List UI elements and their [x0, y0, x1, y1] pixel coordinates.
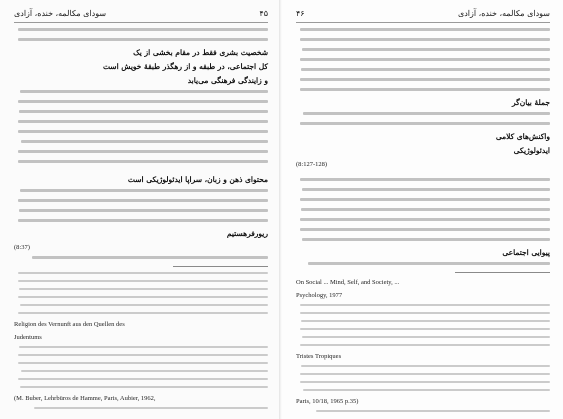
footnote-line: [18, 312, 268, 314]
footnote-rule: [173, 266, 268, 267]
body-line: [300, 228, 550, 231]
body-line: [18, 160, 268, 163]
body-line: [302, 238, 550, 241]
bold-phrase: کل اجتماعی، در طبقه و از رهگذر طبقهٔ خویش است: [102, 62, 268, 71]
body-line: [300, 88, 550, 91]
footnote-line: [18, 378, 268, 380]
body-line: [300, 122, 550, 125]
body-line: [32, 256, 268, 259]
footnote-latin: Tristes Tropiques: [296, 353, 342, 360]
footnote-latin: Psychology, 1977: [296, 292, 343, 299]
footnote-line: [19, 346, 268, 348]
body-line: [21, 140, 268, 143]
body-line: [308, 262, 550, 265]
footnote-latin: Religion des Vernunft aus den Quellen des: [14, 321, 125, 328]
body-line: [302, 188, 550, 191]
body-line: [18, 120, 268, 123]
right-page-body: [296, 28, 550, 418]
citation: (8:37): [14, 244, 30, 251]
footnote-line: [18, 362, 268, 364]
footnote-line: [300, 373, 550, 375]
right-page-header: [296, 6, 550, 23]
footnote-line: [19, 288, 268, 290]
body-line: [300, 28, 550, 31]
bold-phrase: ریورفرهستیم: [226, 229, 268, 238]
bold-phrase: ایدئولوژیکی: [513, 146, 550, 155]
footnote-line: [34, 407, 268, 409]
footnote-line: [20, 386, 268, 388]
body-line: [300, 218, 550, 221]
left-page-body: [14, 28, 268, 415]
body-line: [18, 38, 268, 41]
body-line: [19, 209, 268, 212]
body-line: [19, 110, 268, 113]
body-line: [18, 199, 268, 202]
body-line: [302, 48, 550, 51]
bold-phrase: واکنش‌های کلامی: [495, 132, 550, 141]
footnote-line: [300, 328, 550, 330]
footnote-line: [300, 304, 550, 306]
body-line: [300, 78, 550, 81]
right-running-head: سودای مکالمه، خنده، آزادی: [457, 9, 550, 18]
footnote-line: [20, 304, 268, 306]
bold-phrase: پیوایی اجتماعی: [502, 248, 550, 257]
footnote-line: [21, 370, 268, 372]
body-line: [18, 150, 268, 153]
body-line: [301, 208, 550, 211]
right-page-number: ۴۶: [296, 9, 305, 18]
bold-phrase: شخصیت بشری فقط در مقام بخشی از یک: [133, 48, 268, 57]
footnote-rule: [455, 272, 550, 273]
footnote-line: [302, 336, 550, 338]
left-running-head: سودای مکالمه، خنده، آزادی: [14, 9, 107, 18]
bold-phrase: جملهٔ بیان‌گر: [512, 98, 550, 107]
body-line: [300, 198, 550, 201]
footnote-line: [18, 272, 268, 274]
body-line: [300, 178, 550, 181]
footnote-line: [301, 320, 550, 322]
body-line: [300, 38, 550, 41]
left-page-number: ۴۵: [259, 9, 268, 18]
body-line: [301, 68, 550, 71]
body-line: [18, 28, 268, 31]
bold-phrase: محتوای ذهن و زبان، سراپا ایدئولوژیکی است: [127, 175, 268, 184]
right-footnotes: [296, 278, 550, 412]
body-line: [300, 58, 550, 61]
right-page: [282, 0, 563, 419]
body-line: [18, 100, 268, 103]
footnote-line: [301, 365, 550, 367]
footnote-line: [300, 344, 550, 346]
left-page-header: [14, 6, 268, 23]
footnote-latin: On Social ... Mind, Self, and Society, ...: [296, 279, 400, 286]
body-line: [18, 219, 268, 222]
footnote-line: [303, 389, 550, 391]
footnote-line: [316, 410, 550, 412]
footnote-line: [300, 312, 550, 314]
body-line: [303, 112, 550, 115]
body-line: [20, 90, 268, 93]
footnote-line: [18, 354, 268, 356]
footnote-latin: Paris, 10/18, 1965 p.35): [296, 398, 359, 405]
footnote-line: [300, 381, 550, 383]
body-line: [20, 189, 268, 192]
footnote-latin: (M. Buber, Lehrbüros de Hamme, Paris, Aubier, 1962,: [14, 395, 156, 402]
citation: (8:127-128): [296, 161, 328, 168]
body-line: [18, 130, 268, 133]
footnote-line: [18, 296, 268, 298]
footnote-line: [18, 280, 268, 282]
footnote-latin: Judentums: [14, 334, 42, 341]
left-footnotes: [14, 272, 268, 409]
bold-phrase: و زایندگی فرهنگی می‌یابد: [187, 76, 268, 85]
